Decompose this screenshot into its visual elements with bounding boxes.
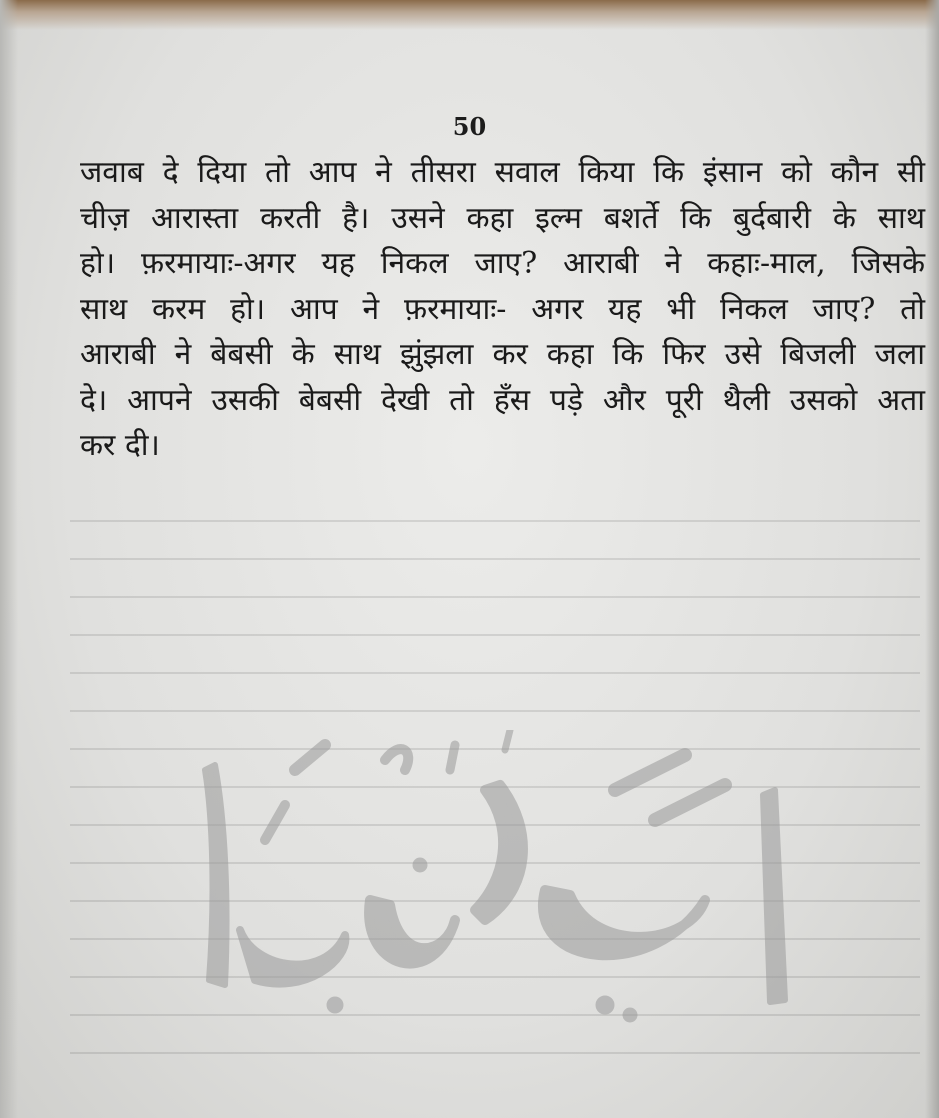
text-line: दे। आपने उसकी बेबसी देखी तो हँस पड़े और पूरी थैली उसको अता (80, 382, 925, 418)
page-left-edge (0, 0, 18, 1118)
text-line: चीज़ आरास्ता करती है। उसने कहा इल्म बशर्ते कि बुर्दबारी के साथ (80, 200, 925, 236)
text-line: साथ करम हो। आप ने फ़रमायाः- अगर यह भी निकल जाए? तो (80, 291, 925, 327)
text-line: कर दी। (80, 428, 160, 463)
page-top-edge (0, 0, 939, 30)
watermark-logo (185, 730, 805, 1030)
text-line: जवाब दे दिया तो आप ने तीसरा सवाल किया कि इंसान को कौन सी (80, 155, 925, 190)
text-line: आराबी ने बेबसी के साथ झुंझला कर कहा कि फिर उसे बिजली जला (80, 337, 925, 372)
text-line: हो। फ़रमायाः-अगर यह निकल जाए? आराबी ने कहाः-माल, जिसके (80, 246, 925, 281)
page-right-edge (925, 0, 939, 1118)
page-number: 50 (452, 112, 487, 141)
body-paragraph (80, 150, 925, 469)
